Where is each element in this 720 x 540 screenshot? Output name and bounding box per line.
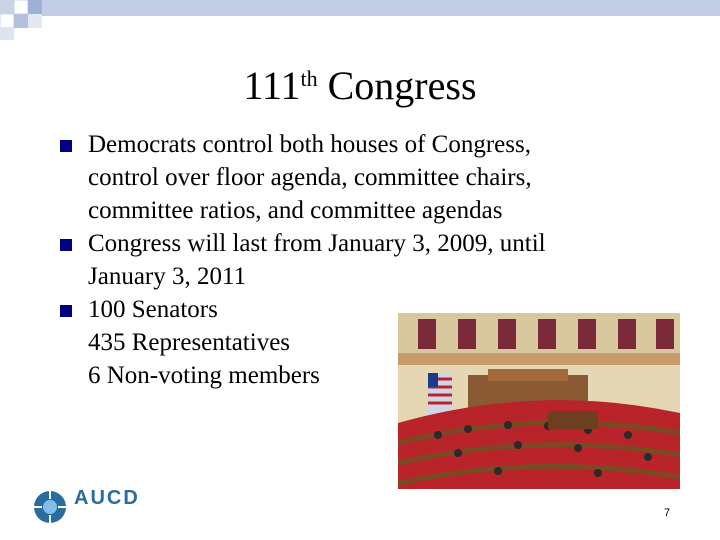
bullet-item: Congress will last from January 3, 2009, until January 3, 2011: [60, 227, 680, 293]
bullet-item: Democrats control both houses of Congress, control over floor agenda, committee chairs, committee ratios, and committee agendas: [60, 128, 680, 227]
congress-chamber-illustration: [398, 313, 680, 489]
slide-title: 111th Congress: [243, 63, 477, 108]
logo-wordmark: AUCD: [74, 487, 140, 509]
square-bullet-icon: [60, 305, 72, 317]
aucd-logo-icon: [30, 487, 70, 527]
top-decoration: [0, 0, 720, 40]
bullet-item: 100 Senators 435 Representatives 6 Non-voting members: [60, 293, 680, 392]
square-bullet-icon: [60, 140, 72, 152]
square-bullet-icon: [60, 239, 72, 251]
aucd-logo: [30, 487, 150, 527]
page-number: 7: [664, 507, 671, 519]
